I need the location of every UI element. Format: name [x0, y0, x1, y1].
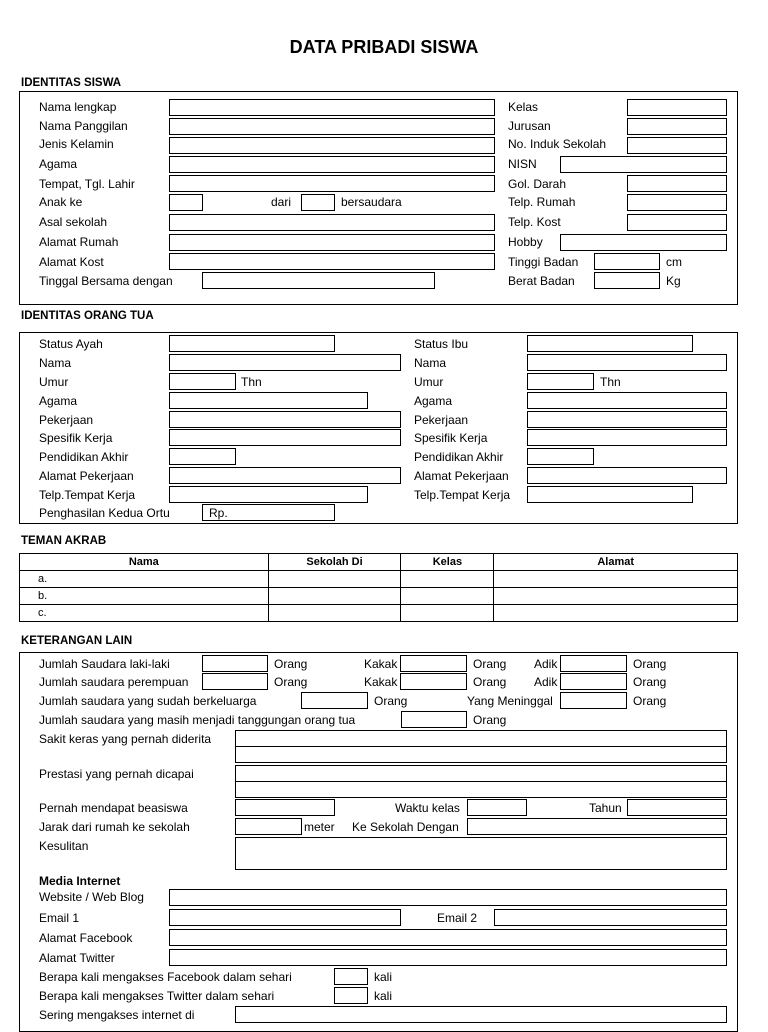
label-umur-ibu: Umur	[414, 375, 444, 389]
label-nama-ayah: Nama	[39, 356, 72, 370]
pekerjaan-ayah-field[interactable]	[169, 411, 401, 428]
label-alamat-kost: Alamat Kost	[39, 255, 104, 269]
label-adik: Adik	[534, 657, 558, 671]
nama-panggilan-field[interactable]	[169, 118, 495, 135]
status-ayah-field[interactable]	[169, 335, 335, 352]
section-heading-teman-akrab: TEMAN AKRAB	[21, 535, 107, 547]
kelas-field[interactable]	[627, 99, 727, 116]
column-header-alamat: Alamat	[494, 554, 738, 571]
label-kg: Kg	[666, 274, 681, 288]
label-dari: dari	[271, 195, 292, 209]
status-ibu-field[interactable]	[527, 335, 693, 352]
label-pendidikan-ayah: Pendidikan Akhir	[39, 450, 129, 464]
email-1-field[interactable]	[169, 909, 401, 926]
label-email-1: Email 1	[39, 911, 80, 925]
table-cell[interactable]	[494, 605, 738, 622]
asal-sekolah-field[interactable]	[169, 214, 495, 231]
adik-laki-field[interactable]	[560, 655, 627, 672]
tahun-field[interactable]	[627, 799, 727, 816]
label-telp-kost: Telp. Kost	[508, 215, 561, 229]
berat-badan-field[interactable]	[594, 272, 660, 289]
telp-kerja-ayah-field[interactable]	[169, 486, 368, 503]
sudah-berkeluarga-field[interactable]	[301, 692, 368, 709]
label-anak-ke: Anak ke	[39, 195, 83, 209]
agama-ibu-field[interactable]	[527, 392, 727, 409]
label-kakak: Kakak	[364, 657, 398, 671]
telp-kerja-ibu-field[interactable]	[527, 486, 693, 503]
label-adik: Adik	[534, 675, 558, 689]
label-jurusan: Jurusan	[508, 119, 551, 133]
jumlah-bersaudara-field[interactable]	[301, 194, 335, 211]
pekerjaan-ibu-field[interactable]	[527, 411, 727, 428]
label-alamat-rumah: Alamat Rumah	[39, 235, 119, 249]
saudara-laki-field[interactable]	[202, 655, 268, 672]
table-cell[interactable]	[401, 571, 494, 588]
section-heading-keterangan-lain: KETERANGAN LAIN	[21, 635, 133, 647]
label-ke-sekolah-dengan: Ke Sekolah Dengan	[352, 820, 459, 834]
label-alamat-pekerjaan-ayah: Alamat Pekerjaan	[39, 469, 134, 483]
jurusan-field[interactable]	[627, 118, 727, 135]
label-facebook: Alamat Facebook	[39, 931, 133, 945]
label-hobby: Hobby	[508, 235, 543, 249]
label-status-ayah: Status Ayah	[39, 337, 103, 351]
label-tahun: Tahun	[589, 801, 622, 815]
label-tinggal-bersama: Tinggal Bersama dengan	[39, 274, 173, 288]
label-media-internet: Media Internet	[39, 874, 121, 888]
meninggal-field[interactable]	[560, 692, 627, 709]
alamat-rumah-field[interactable]	[169, 234, 495, 251]
row-label-a[interactable]: a.	[20, 571, 269, 588]
label-telp-kerja-ibu: Telp.Tempat Kerja	[414, 488, 511, 502]
table-cell[interactable]	[494, 571, 738, 588]
label-telp-rumah: Telp. Rumah	[508, 195, 576, 209]
label-pekerjaan-ibu: Pekerjaan	[414, 413, 469, 427]
adik-perempuan-field[interactable]	[560, 673, 627, 690]
alamat-pekerjaan-ayah-field[interactable]	[169, 467, 401, 484]
label-penghasilan: Penghasilan Kedua Ortu	[39, 506, 170, 520]
tinggal-bersama-field[interactable]	[202, 272, 435, 289]
kakak-laki-field[interactable]	[400, 655, 467, 672]
label-orang: Orang	[633, 657, 667, 671]
prestasi-field-2[interactable]	[235, 781, 727, 798]
ke-sekolah-dengan-field[interactable]	[467, 818, 727, 835]
table-cell[interactable]	[268, 571, 401, 588]
jarak-field[interactable]	[235, 818, 302, 835]
label-nama-panggilan: Nama Panggilan	[39, 119, 128, 133]
label-spesifik-kerja-ayah: Spesifik Kerja	[39, 431, 113, 445]
penghasilan-field[interactable]	[202, 504, 335, 521]
label-akses-twitter: Berapa kali mengakses Twitter dalam sehari	[39, 989, 275, 1003]
label-meninggal: Yang Meninggal	[467, 694, 553, 708]
label-saudara-perempuan: Jumlah saudara perempuan	[39, 675, 189, 689]
umur-ibu-field[interactable]	[527, 373, 594, 390]
waktu-kelas-field[interactable]	[467, 799, 527, 816]
table-cell[interactable]	[268, 605, 401, 622]
label-nisn: NISN	[508, 157, 537, 171]
label-twitter: Alamat Twitter	[39, 951, 115, 965]
label-beasiswa: Pernah mendapat beasiswa	[39, 801, 188, 815]
twitter-field[interactable]	[169, 949, 727, 966]
label-agama-ibu: Agama	[414, 394, 453, 408]
label-sudah-berkeluarga: Jumlah saudara yang sudah berkeluarga	[39, 694, 257, 708]
row-label-c[interactable]: c.	[20, 605, 269, 622]
label-asal-sekolah: Asal sekolah	[39, 215, 108, 229]
tanggungan-field[interactable]	[401, 711, 467, 728]
label-nama-lengkap: Nama lengkap	[39, 100, 117, 114]
label-jarak: Jarak dari rumah ke sekolah	[39, 820, 190, 834]
label-cm: cm	[666, 255, 682, 269]
umur-ayah-field[interactable]	[169, 373, 236, 390]
label-sakit-keras: Sakit keras yang pernah diderita	[39, 732, 212, 746]
label-kesulitan: Kesulitan	[39, 839, 89, 853]
table-cell[interactable]	[401, 605, 494, 622]
label-meter: meter	[304, 820, 335, 834]
label-orang: Orang	[274, 657, 308, 671]
label-alamat-pekerjaan-ibu: Alamat Pekerjaan	[414, 469, 509, 483]
row-label-b[interactable]: b.	[20, 588, 269, 605]
label-rp: Rp.	[209, 506, 228, 520]
label-sering-akses: Sering mengakses internet di	[39, 1008, 195, 1022]
label-nama-ibu: Nama	[414, 356, 447, 370]
column-header-kelas: Kelas	[401, 554, 494, 571]
label-kelas: Kelas	[508, 100, 539, 114]
column-header-nama: Nama	[20, 554, 269, 571]
label-orang: Orang	[633, 694, 667, 708]
label-tinggi-badan: Tinggi Badan	[508, 255, 579, 269]
gol-darah-field[interactable]	[627, 175, 727, 192]
alamat-kost-field[interactable]	[169, 253, 495, 270]
telp-kost-field[interactable]	[627, 214, 727, 231]
label-email-2: Email 2	[437, 911, 478, 925]
page-title: DATA PRIBADI SISWA	[289, 37, 479, 57]
table-cell[interactable]	[494, 588, 738, 605]
label-no-induk: No. Induk Sekolah	[508, 137, 607, 151]
pendidikan-ayah-field[interactable]	[169, 448, 236, 465]
jenis-kelamin-field[interactable]	[169, 137, 495, 154]
label-berat-badan: Berat Badan	[508, 274, 575, 288]
section-heading-identitas-ortu: IDENTITAS ORANG TUA	[21, 310, 154, 322]
label-tempat-tgl-lahir: Tempat, Tgl. Lahir	[39, 177, 135, 191]
nama-lengkap-field[interactable]	[169, 99, 495, 116]
label-jenis-kelamin: Jenis Kelamin	[39, 137, 114, 151]
agama-ayah-field[interactable]	[169, 392, 368, 409]
label-agama-ayah: Agama	[39, 394, 78, 408]
sakit-keras-field-2[interactable]	[235, 746, 727, 763]
spesifik-kerja-ibu-field[interactable]	[527, 429, 727, 446]
label-kali: kali	[374, 970, 393, 984]
pendidikan-ibu-field[interactable]	[527, 448, 594, 465]
alamat-pekerjaan-ibu-field[interactable]	[527, 467, 727, 484]
label-spesifik-kerja-ibu: Spesifik Kerja	[414, 431, 488, 445]
prestasi-field-1[interactable]	[235, 765, 727, 782]
label-akses-facebook: Berapa kali mengakses Facebook dalam sehari	[39, 970, 292, 984]
label-gol-darah: Gol. Darah	[508, 177, 567, 191]
label-orang: Orang	[473, 657, 507, 671]
saudara-perempuan-field[interactable]	[202, 673, 268, 690]
akses-twitter-field[interactable]	[334, 987, 368, 1004]
label-orang: Orang	[633, 675, 667, 689]
label-umur-ayah: Umur	[39, 375, 69, 389]
label-waktu-kelas: Waktu kelas	[395, 801, 460, 815]
website-field[interactable]	[169, 889, 727, 906]
spesifik-kerja-ayah-field[interactable]	[169, 429, 401, 446]
teman-akrab-table	[19, 553, 738, 622]
akses-facebook-field[interactable]	[334, 968, 368, 985]
kesulitan-field[interactable]	[235, 837, 727, 870]
hobby-field[interactable]	[560, 234, 727, 251]
label-status-ibu: Status Ibu	[414, 337, 469, 351]
label-kakak: Kakak	[364, 675, 398, 689]
table-header-row	[20, 554, 738, 571]
label-orang: Orang	[374, 694, 408, 708]
table-row	[20, 588, 738, 605]
label-orang: Orang	[473, 713, 507, 727]
anak-ke-field[interactable]	[169, 194, 203, 211]
label-saudara-laki: Jumlah Saudara laki-laki	[39, 657, 170, 671]
nisn-field[interactable]	[560, 156, 727, 173]
label-orang: Orang	[274, 675, 308, 689]
label-agama: Agama	[39, 157, 78, 171]
facebook-field[interactable]	[169, 929, 727, 946]
label-orang: Orang	[473, 675, 507, 689]
email-2-field[interactable]	[494, 909, 727, 926]
agama-field[interactable]	[169, 156, 495, 173]
kakak-perempuan-field[interactable]	[400, 673, 467, 690]
nama-ayah-field[interactable]	[169, 354, 401, 371]
no-induk-field[interactable]	[627, 137, 727, 154]
section-heading-identitas-siswa: IDENTITAS SISWA	[21, 77, 122, 89]
label-tanggungan: Jumlah saudara yang masih menjadi tanggungan orang tua	[39, 713, 356, 727]
beasiswa-field[interactable]	[235, 799, 335, 816]
table-row	[20, 605, 738, 622]
label-website: Website / Web Blog	[39, 890, 144, 904]
label-kali: kali	[374, 989, 393, 1003]
column-header-sekolah: Sekolah Di	[268, 554, 401, 571]
table-row	[20, 571, 738, 588]
label-pekerjaan-ayah: Pekerjaan	[39, 413, 94, 427]
sering-akses-field[interactable]	[235, 1006, 727, 1023]
label-prestasi: Prestasi yang pernah dicapai	[39, 767, 194, 781]
table-cell[interactable]	[401, 588, 494, 605]
nama-ibu-field[interactable]	[527, 354, 727, 371]
tinggi-badan-field[interactable]	[594, 253, 660, 270]
label-bersaudara: bersaudara	[341, 195, 402, 209]
label-telp-kerja-ayah: Telp.Tempat Kerja	[39, 488, 136, 502]
table-cell[interactable]	[268, 588, 401, 605]
label-thn-ayah: Thn	[241, 375, 262, 389]
telp-rumah-field[interactable]	[627, 194, 727, 211]
sakit-keras-field-1[interactable]	[235, 730, 727, 747]
label-thn-ibu: Thn	[600, 375, 621, 389]
label-pendidikan-ibu: Pendidikan Akhir	[414, 450, 504, 464]
tempat-tgl-lahir-field[interactable]	[169, 175, 495, 192]
